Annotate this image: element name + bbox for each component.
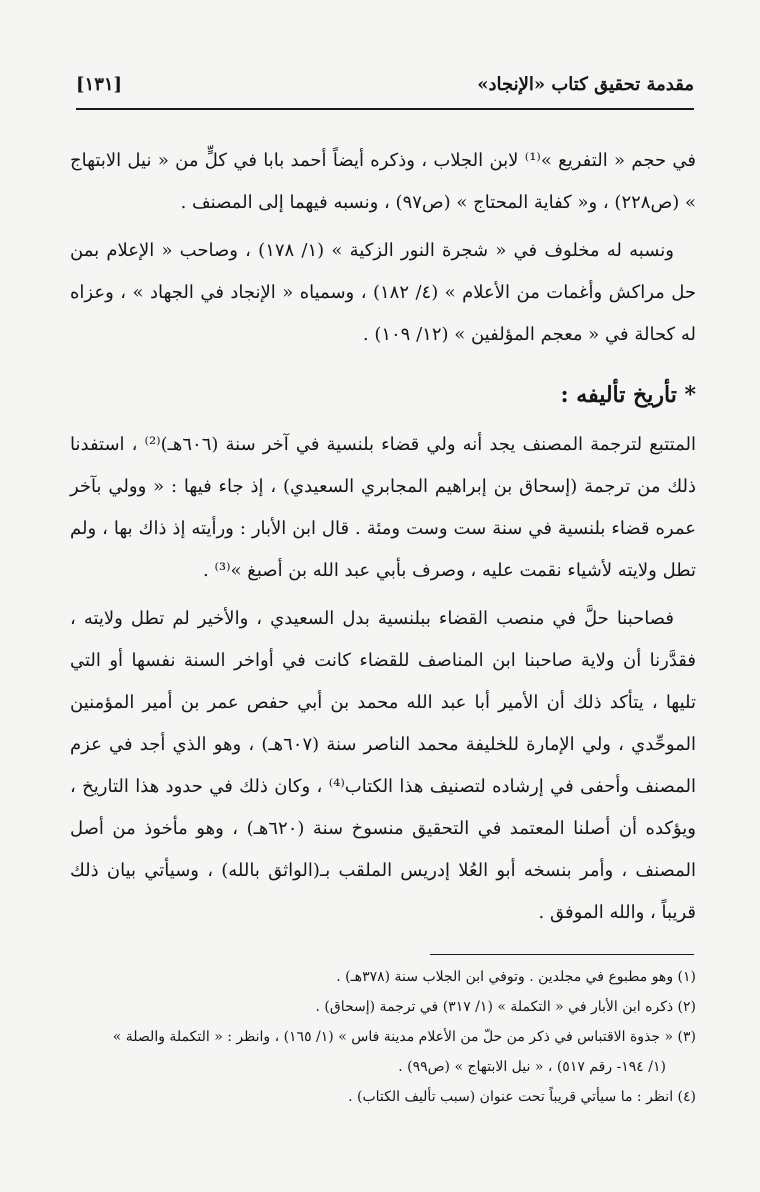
paragraph: المتتبع لترجمة المصنف يجد أنه ولي قضاء بلنسية في آخر سنة (٦٠٦هـ)⁽²⁾ ، استفدنا ذلك من ترجمة (إسحاق بن إبراهيم المجابري السعيدي) ، إذ جاء فيها : « وولي بآخر عمره قضاء بلنسية في سنة ست وست ومئة . قال ابن الأبار : ورأيته إذ ذاك بها ، ولم تطل ولايته لأشياء نقمت عليه ، وصرف بأبي عبد الله بن أصبغ »⁽³⁾ . [70,434,696,581]
footnotes [70,962,696,1112]
page-header [76,74,694,110]
main-text [70,140,696,940]
section-heading: * تأريخ تأليفه : [560,382,696,408]
footnote: (٣) « جذوة الاقتباس في ذكر من حلّ من الأعلام مدينة فاس » (١/ ١٦٥) ، وانظر : « التكملة والصلة » [112,1029,696,1045]
paragraph: فصاحبنا حلَّ في منصب القضاء ببلنسية بدل السعيدي ، والأخير لم تطل ولايته ، فقدَّرنا أن ولاية صاحبنا ابن المناصف للقضاء كانت في أواخر السنة نفسها أو التي تليها ، يتأكد ذلك أن الأمير أبا عبد الله محمد بن أبي حفص عمر بن أمير المؤمنين الموحِّدي ، ولي الإمارة للخليفة محمد الناصر سنة (٦٠٧هـ) ، وهو الذي أجد في عزم المصنف وأحفى في إرشاده لتصنيف هذا الكتاب⁽⁴⁾ ، وكان ذلك في حدود هذا التاريخ ، ويؤكده أن أصلنا المعتمد في التحقيق منسوخ سنة (٦٢٠هـ) ، وهو مأخوذ من أصل المصنف ، وأمر بنسخه أبو العُلا إدريس الملقب بـ(الواثق بالله) ، وسيأتي بيان ذلك قريباً ، والله الموفق . [70,608,697,923]
running-title: مقدمة تحقيق كتاب «الإنجاد» [477,74,694,95]
footnote: (٢) ذكره ابن الأبار في « التكملة » (١/ ٣١٧) في ترجمة (إسحاق) . [315,999,696,1015]
paragraph: ونسبه له مخلوف في « شجرة النور الزكية » (١/ ١٧٨) ، وصاحب « الإعلام بمن حل مراكش وأغمات من الأعلام » (٤/ ١٨٢) ، وسمياه « الإنجاد في الجهاد » ، وعزاه له كحالة في « معجم المؤلفين » (١٢/ ١٠٩) . [70,240,696,345]
footnote: (١) وهو مطبوع في مجلدين . وتوفي ابن الجلاب سنة (٣٧٨هـ) . [336,969,696,985]
page-number: [١٣١] [76,74,123,95]
footnote-continuation: (١/ ١٩٤- رقم ٥١٧) ، « نيل الابتهاج » (ص٩٩) . [398,1059,666,1075]
footnote-separator [430,954,694,955]
footnote: (٤) انظر : ما سيأتي قريباً تحت عنوان (سبب تأليف الكتاب) . [348,1089,696,1105]
paragraph: في حجم « التفريع »⁽¹⁾ لابن الجلاب ، وذكره أيضاً أحمد بابا في كلٍّ من « نيل الابتهاج » (ص٢٢٨) ، و« كفاية المحتاج » (ص٩٧) ، ونسبه فيهما إلى المصنف . [70,150,696,213]
